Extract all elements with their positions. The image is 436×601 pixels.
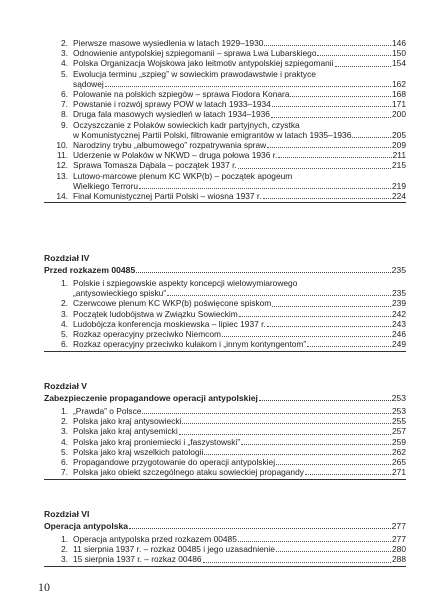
entry-title: Uderzenie w Polaków w NKWD – druga połowa 1936 r. (73, 150, 278, 161)
entry-number: 2. (61, 416, 68, 427)
entry-number: 6. (61, 457, 68, 468)
toc-entry (44, 457, 406, 467)
entry-page: 259 (392, 436, 406, 447)
entry-title: „Prawda” o Polsce (73, 406, 142, 416)
entry-title: Druga fala masowych wysiedleń w latach 1934–1936 (73, 109, 270, 120)
dot-leader (264, 45, 391, 46)
dot-leader (129, 528, 391, 529)
toc-entry (44, 467, 406, 477)
toc-entry (44, 89, 406, 99)
entry-title: Rozkaz operacyjny przeciwko kułakom i „innym kontyngentom” (73, 339, 307, 350)
entry-title: Narodziny trybu „albumowego” rozpatrywania spraw (73, 140, 267, 151)
toc-entry (44, 426, 406, 436)
entry-title: Polska jako obiekt szczególnego ataku sowieckiej propagandy (73, 467, 304, 478)
entry-title: sądowej (73, 78, 104, 89)
entry-title: Finał Komunistycznej Partii Polski – wiosna 1937 r. (73, 191, 262, 202)
entry-page: 239 (392, 298, 406, 309)
entry-page: 255 (392, 416, 406, 427)
dot-leader (204, 454, 391, 455)
entry-title: Polowanie na polskich szpiegów – sprawa Fiodora Konara (73, 89, 290, 100)
dot-leader (317, 55, 391, 56)
entry-page: 150 (392, 48, 406, 59)
entry-title: Rozkaz operacyjny przeciwko Niemcom (73, 329, 222, 340)
dot-leader (167, 295, 391, 296)
entry-number: 2. (61, 544, 68, 555)
entry-page: 171 (392, 99, 406, 110)
toc-entry (44, 534, 406, 544)
dot-leader (241, 444, 391, 445)
toc-entry (44, 48, 406, 58)
entry-page: 265 (392, 457, 406, 468)
entry-page: 257 (392, 426, 406, 437)
entry-title: Polska Organizacja Wojskowa jako leitmotiv antypolskiej szpiegomanii (73, 58, 334, 69)
toc-entry (44, 160, 406, 170)
entry-number: 3. (61, 426, 68, 437)
entry-page: 205 (392, 129, 406, 140)
entry-page: 215 (392, 160, 406, 171)
entry-title: Polskie i szpiegowskie aspekty koncepcji wielowymiarowego (73, 278, 298, 288)
entry-page: 168 (392, 89, 406, 100)
entry-title: w Komunistycznej Partii Polski, filtrowanie emigrantów w latach 1935–1936 (73, 129, 352, 140)
section-divider (44, 351, 406, 352)
chapter-iv-page: 235 (391, 265, 406, 275)
chapter-v-title: Zabezpieczenie propagandowe operacji antypolskiej (44, 393, 258, 403)
entry-number: 1. (61, 278, 68, 288)
entry-page: 253 (392, 406, 406, 416)
entry-number: 4. (61, 58, 68, 69)
entry-title: Oczyszczanie z Polaków sowieckich kadr partyjnych, czystka (73, 119, 300, 130)
dot-leader (272, 306, 391, 307)
entry-number: 1. (61, 534, 68, 544)
dot-leader (276, 551, 391, 552)
chapter-vi-label: Rozdział VI (44, 509, 90, 519)
section-divider (44, 566, 406, 567)
entry-number: 7. (61, 467, 68, 478)
toc-entry (44, 120, 406, 140)
entry-title: Ewolucja terminu „szpieg” w sowieckim prawodawstwie i praktyce (73, 68, 316, 79)
entry-number: 11. (56, 150, 68, 161)
toc-entry (44, 554, 406, 564)
dot-leader (276, 464, 391, 465)
chapter-iv-label: Rozdział IV (44, 253, 90, 263)
entry-page: 277 (392, 534, 406, 544)
entry-title: Polska jako kraj antysowiecki (73, 416, 182, 427)
entry-page: 200 (392, 109, 406, 120)
toc-entry (44, 544, 406, 554)
dot-leader (139, 188, 391, 189)
toc-entry (44, 309, 406, 319)
chapter-vi-title: Operacja antypolska (44, 521, 129, 531)
entry-number: 2. (61, 38, 68, 48)
entry-number: 1. (61, 406, 68, 416)
dot-leader (352, 137, 391, 138)
entry-number: 4. (61, 436, 68, 447)
entry-number: 8. (61, 109, 68, 120)
dot-leader (267, 147, 391, 148)
dot-leader (263, 198, 391, 199)
chapter-iv-entries (44, 278, 406, 352)
entry-title: Ludobójcza konferencja moskiewska – lipiec 1937 r. (73, 318, 266, 329)
entry-number: 10. (56, 140, 68, 151)
toc-entry (44, 171, 406, 191)
entry-title: „antysowieckiego spisku” (73, 288, 167, 299)
toc-entries-continued (44, 38, 406, 203)
entry-page: 219 (392, 180, 406, 191)
entry-number: 5. (61, 68, 68, 79)
toc-entry (44, 416, 406, 426)
entry-page: 243 (392, 318, 406, 329)
entry-page: 224 (392, 191, 406, 202)
chapter-v-label: Rozdział V (44, 381, 87, 391)
toc-entry (44, 319, 406, 329)
dot-leader (267, 326, 391, 327)
entry-page: 162 (392, 78, 406, 89)
dot-leader (136, 272, 390, 273)
toc-entry (44, 437, 406, 447)
toc-entry (44, 329, 406, 339)
toc-entry (44, 69, 406, 89)
entry-title: Polska jako kraj wszelkich patologii (73, 446, 204, 457)
toc-entry (44, 191, 406, 201)
entry-number: 7. (61, 99, 68, 110)
entry-number: 9. (61, 119, 68, 130)
entry-page: 288 (392, 554, 406, 565)
toc-entry (44, 109, 406, 119)
entry-title: 11 sierpnia 1937 r. – rozkaz 00485 i jego uzasadnienie (73, 544, 275, 555)
entry-page: 209 (392, 140, 406, 151)
entry-number: 14. (56, 191, 68, 202)
entry-number: 4. (61, 318, 68, 329)
entry-page: 154 (392, 58, 406, 69)
dot-leader (305, 474, 391, 475)
entry-page: 146 (392, 38, 406, 48)
chapter-iv-title: Przed rozkazem 00485 (44, 265, 136, 275)
entry-page: 246 (392, 329, 406, 340)
toc-entry (44, 339, 406, 349)
chapter-vi-title-row (44, 521, 406, 531)
section-divider (44, 479, 406, 480)
entry-page: 235 (392, 288, 406, 299)
chapter-vi-page: 277 (391, 521, 406, 531)
entry-title: Pierwsze masowe wysiedlenia w latach 1929–1930 (73, 38, 264, 48)
toc-entry (44, 406, 406, 416)
toc-entry (44, 38, 406, 48)
toc-entry (44, 140, 406, 150)
entry-number: 6. (61, 339, 68, 350)
dot-leader (335, 66, 391, 67)
entry-title: Polska jako kraj antysemicki (73, 426, 178, 437)
entry-title: Operacja antypolska przed rozkazem 00485 (73, 534, 237, 544)
dot-leader (271, 117, 391, 118)
dot-leader (179, 434, 391, 435)
entry-page: 280 (392, 544, 406, 555)
entry-number: 3. (61, 48, 68, 59)
dot-leader (290, 96, 391, 97)
entry-page: 242 (392, 308, 406, 319)
entry-page: 211 (392, 150, 406, 161)
dot-leader (307, 346, 391, 347)
toc-entry (44, 298, 406, 308)
page-number: 10 (38, 580, 50, 594)
chapter-iv-title-row (44, 265, 406, 275)
entry-title: Odnowienie antypolskiej szpiegomanii – sprawa Lwa Lubarskiego (73, 48, 317, 59)
dot-leader (105, 86, 391, 87)
entry-title: Wielkiego Terroru (73, 180, 139, 191)
entry-title: Lutowo-marcowe plenum KC WKP(b) – początek apogeum (73, 170, 293, 181)
chapter-v-page: 253 (391, 393, 406, 403)
entry-title: Polska jako kraj proniemiecki i „faszystowski” (73, 436, 241, 447)
entry-title: Propagandowe przygotowanie do operacji antypolskiej (73, 457, 276, 468)
dot-leader (182, 423, 391, 424)
dot-leader (278, 157, 391, 158)
dot-leader (238, 541, 391, 542)
entry-title: Początek ludobójstwa w Związku Sowieckim (73, 308, 238, 319)
chapter-v-entries (44, 406, 406, 480)
dot-leader (142, 413, 391, 414)
dot-leader (238, 168, 391, 169)
chapter-vi-entries (44, 534, 406, 567)
entry-title: 15 sierpnia 1937 r. – rozkaz 00486 (73, 554, 202, 565)
toc-entry (44, 447, 406, 457)
dot-leader (239, 316, 391, 317)
entry-number: 3. (61, 554, 68, 565)
dot-leader (203, 562, 392, 563)
entry-number: 3. (61, 308, 68, 319)
toc-entry (44, 99, 406, 109)
toc-entry (44, 150, 406, 160)
entry-number: 5. (61, 329, 68, 340)
entry-title: Czerwcowe plenum KC WKP(b) poświęcone spiskom (73, 298, 272, 309)
toc-entry (44, 58, 406, 68)
entry-page: 262 (392, 446, 406, 457)
entry-title: Powstanie i rozwój sprawy POW w latach 1933–1934 (73, 99, 271, 110)
dot-leader (259, 400, 391, 401)
entry-page: 271 (392, 467, 406, 478)
entry-number: 13. (56, 170, 68, 181)
section-divider (44, 202, 406, 203)
chapter-v-title-row (44, 393, 406, 403)
entry-number: 6. (61, 89, 68, 100)
entry-number: 5. (61, 446, 68, 457)
toc-entry (44, 278, 406, 298)
entry-title: Sprawa Tomasza Dąbala – początek 1937 r. (73, 160, 237, 171)
entry-page: 249 (392, 339, 406, 350)
dot-leader (222, 336, 391, 337)
entry-number: 12. (56, 160, 68, 171)
entry-number: 2. (61, 298, 68, 309)
dot-leader (272, 106, 391, 107)
